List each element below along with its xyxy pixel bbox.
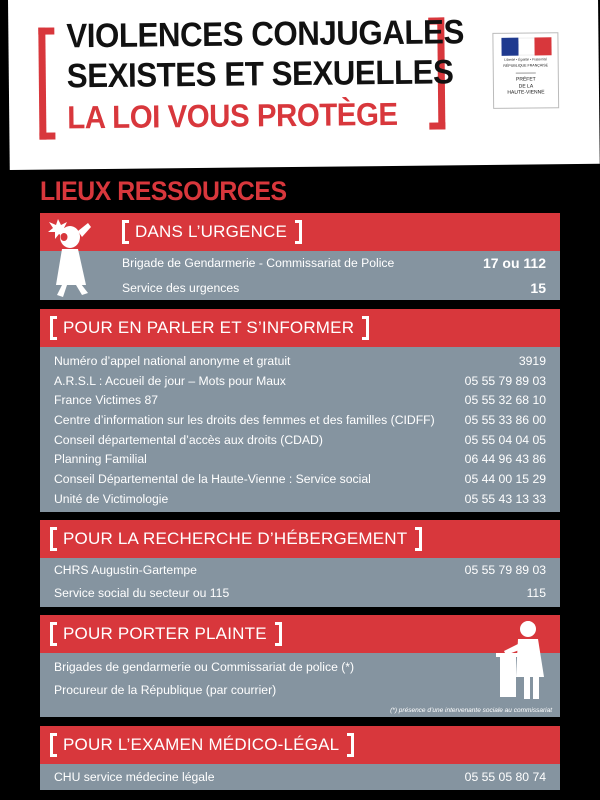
resource-label: CHRS Augustin-Gartempe xyxy=(54,563,197,577)
logo-prefet: PRÉFET DE LA HAUTE-VIENNE xyxy=(507,76,545,96)
logo-divider xyxy=(516,72,536,73)
resource-number: 15 xyxy=(530,279,546,296)
card-hebergement-header xyxy=(40,520,560,558)
card-medico-body xyxy=(40,764,560,790)
card-plainte xyxy=(40,615,560,717)
card-plainte-body xyxy=(40,653,560,717)
resource-label: Centre d’information sur les droits des femmes et des familles (CIDFF) xyxy=(54,412,435,427)
list-item xyxy=(40,410,560,430)
card-parler-title-text: POUR EN PARLER ET S’INFORMER xyxy=(63,318,355,337)
resource-label: France Victimes 87 xyxy=(54,393,159,408)
logo-republic: RÉPUBLIQUE FRANÇAISE xyxy=(503,63,549,68)
card-hebergement xyxy=(40,520,560,607)
resource-number: 05 55 43 13 33 xyxy=(464,491,546,506)
resource-label: A.R.S.L : Accueil de jour – Mots pour Maux xyxy=(54,373,286,388)
list-item xyxy=(40,489,560,509)
resource-number: 05 55 05 80 74 xyxy=(464,770,546,784)
list-item xyxy=(40,430,560,450)
headline-line-1: VIOLENCES CONJUGALES xyxy=(66,13,465,56)
resource-label: CHU service médecine légale xyxy=(54,770,215,784)
card-medico-header xyxy=(40,726,560,764)
marianne-flag-icon xyxy=(501,37,551,56)
card-medico-title-text: POUR L’EXAMEN MÉDICO-LÉGAL xyxy=(63,735,340,754)
resource-number: 05 55 33 86 00 xyxy=(464,412,546,427)
list-item xyxy=(40,351,560,371)
list-item xyxy=(40,275,560,300)
bracket-right-icon xyxy=(275,622,282,646)
logo-motto: Liberté • Égalité • Fraternité xyxy=(504,57,548,62)
resource-number: 3919 xyxy=(518,353,546,368)
resource-label: Conseil départemental d’accès aux droits (CDAD) xyxy=(54,432,323,447)
resource-number: 05 55 04 04 05 xyxy=(464,432,546,447)
speaker-at-lectern-icon xyxy=(492,617,554,701)
card-urgence-title-text: DANS L’URGENCE xyxy=(135,222,288,241)
resource-label: Service des urgences xyxy=(122,280,240,295)
bracket-left-icon xyxy=(122,220,129,244)
resource-number: 05 44 00 15 29 xyxy=(464,471,546,486)
card-medico xyxy=(40,726,560,790)
resource-label: Service social du secteur ou 115 xyxy=(54,585,230,600)
bracket-right-icon xyxy=(347,733,354,757)
card-parler xyxy=(40,309,560,512)
headline-line-3: LA LOI VOUS PROTÈGE xyxy=(67,95,398,136)
section-title: LIEUX RESSOURCES xyxy=(40,176,287,206)
card-parler-header xyxy=(40,309,560,347)
card-urgence-header xyxy=(40,213,560,251)
resource-label: Procureur de la République (par courrier) xyxy=(54,683,277,697)
bracket-right-icon xyxy=(295,220,302,244)
bracket-left-icon xyxy=(50,316,57,340)
list-item xyxy=(40,764,560,790)
resource-number: 05 55 32 68 10 xyxy=(464,393,546,408)
card-plainte-title-text: POUR PORTER PLAINTE xyxy=(63,624,267,643)
list-item xyxy=(40,390,560,410)
resource-label: Conseil Départemental de la Haute-Vienne : Service social xyxy=(54,471,371,486)
list-item xyxy=(40,653,560,677)
bracket-left-icon xyxy=(50,733,57,757)
left-bracket-decoration xyxy=(38,28,55,140)
card-urgence-body xyxy=(40,251,560,300)
bracket-right-icon xyxy=(415,527,422,551)
list-item xyxy=(40,449,560,469)
prefecture-logo xyxy=(492,32,559,109)
card-parler-title xyxy=(50,316,369,340)
card-hebergement-title xyxy=(50,527,422,551)
resource-label: Brigade de Gendarmerie - Commissariat de Police xyxy=(122,256,395,270)
resource-label: Brigades de gendarmerie ou Commissariat de police (*) xyxy=(54,660,355,674)
resource-number: 05 55 79 89 03 xyxy=(464,563,546,577)
card-hebergement-title-text: POUR LA RECHERCHE D’HÉBERGEMENT xyxy=(63,529,408,548)
card-parler-body xyxy=(40,347,560,512)
card-plainte-header xyxy=(40,615,560,653)
card-medico-title xyxy=(50,733,354,757)
list-item xyxy=(40,469,560,489)
card-urgence-title xyxy=(122,220,302,244)
resource-label: Planning Familial xyxy=(54,452,147,467)
bracket-right-icon xyxy=(362,316,369,340)
bracket-left-icon xyxy=(50,527,57,551)
bracket-left-icon xyxy=(50,622,57,646)
headline-line-2: SEXISTES ET SEXUELLES xyxy=(66,53,454,96)
resource-number: 06 44 96 43 86 xyxy=(464,452,546,467)
card-hebergement-body xyxy=(40,558,560,607)
card-urgence xyxy=(40,213,560,300)
resource-label: Numéro d’appel national anonyme et gratuit xyxy=(54,353,291,368)
resource-number: 17 ou 112 xyxy=(482,255,546,271)
card-plainte-title xyxy=(50,622,282,646)
victim-figure-icon xyxy=(44,215,106,299)
resource-number: 115 xyxy=(526,585,546,600)
list-item xyxy=(40,251,560,275)
list-item xyxy=(40,578,560,607)
footnote: (*) présence d’une intervenante sociale au commissariat xyxy=(390,707,552,714)
list-item xyxy=(40,677,560,703)
list-item xyxy=(40,558,560,578)
resource-number: 05 55 79 89 03 xyxy=(464,373,546,388)
list-item xyxy=(40,371,560,391)
header-banner xyxy=(8,0,600,170)
resource-label: Unité de Victimologie xyxy=(54,491,169,506)
